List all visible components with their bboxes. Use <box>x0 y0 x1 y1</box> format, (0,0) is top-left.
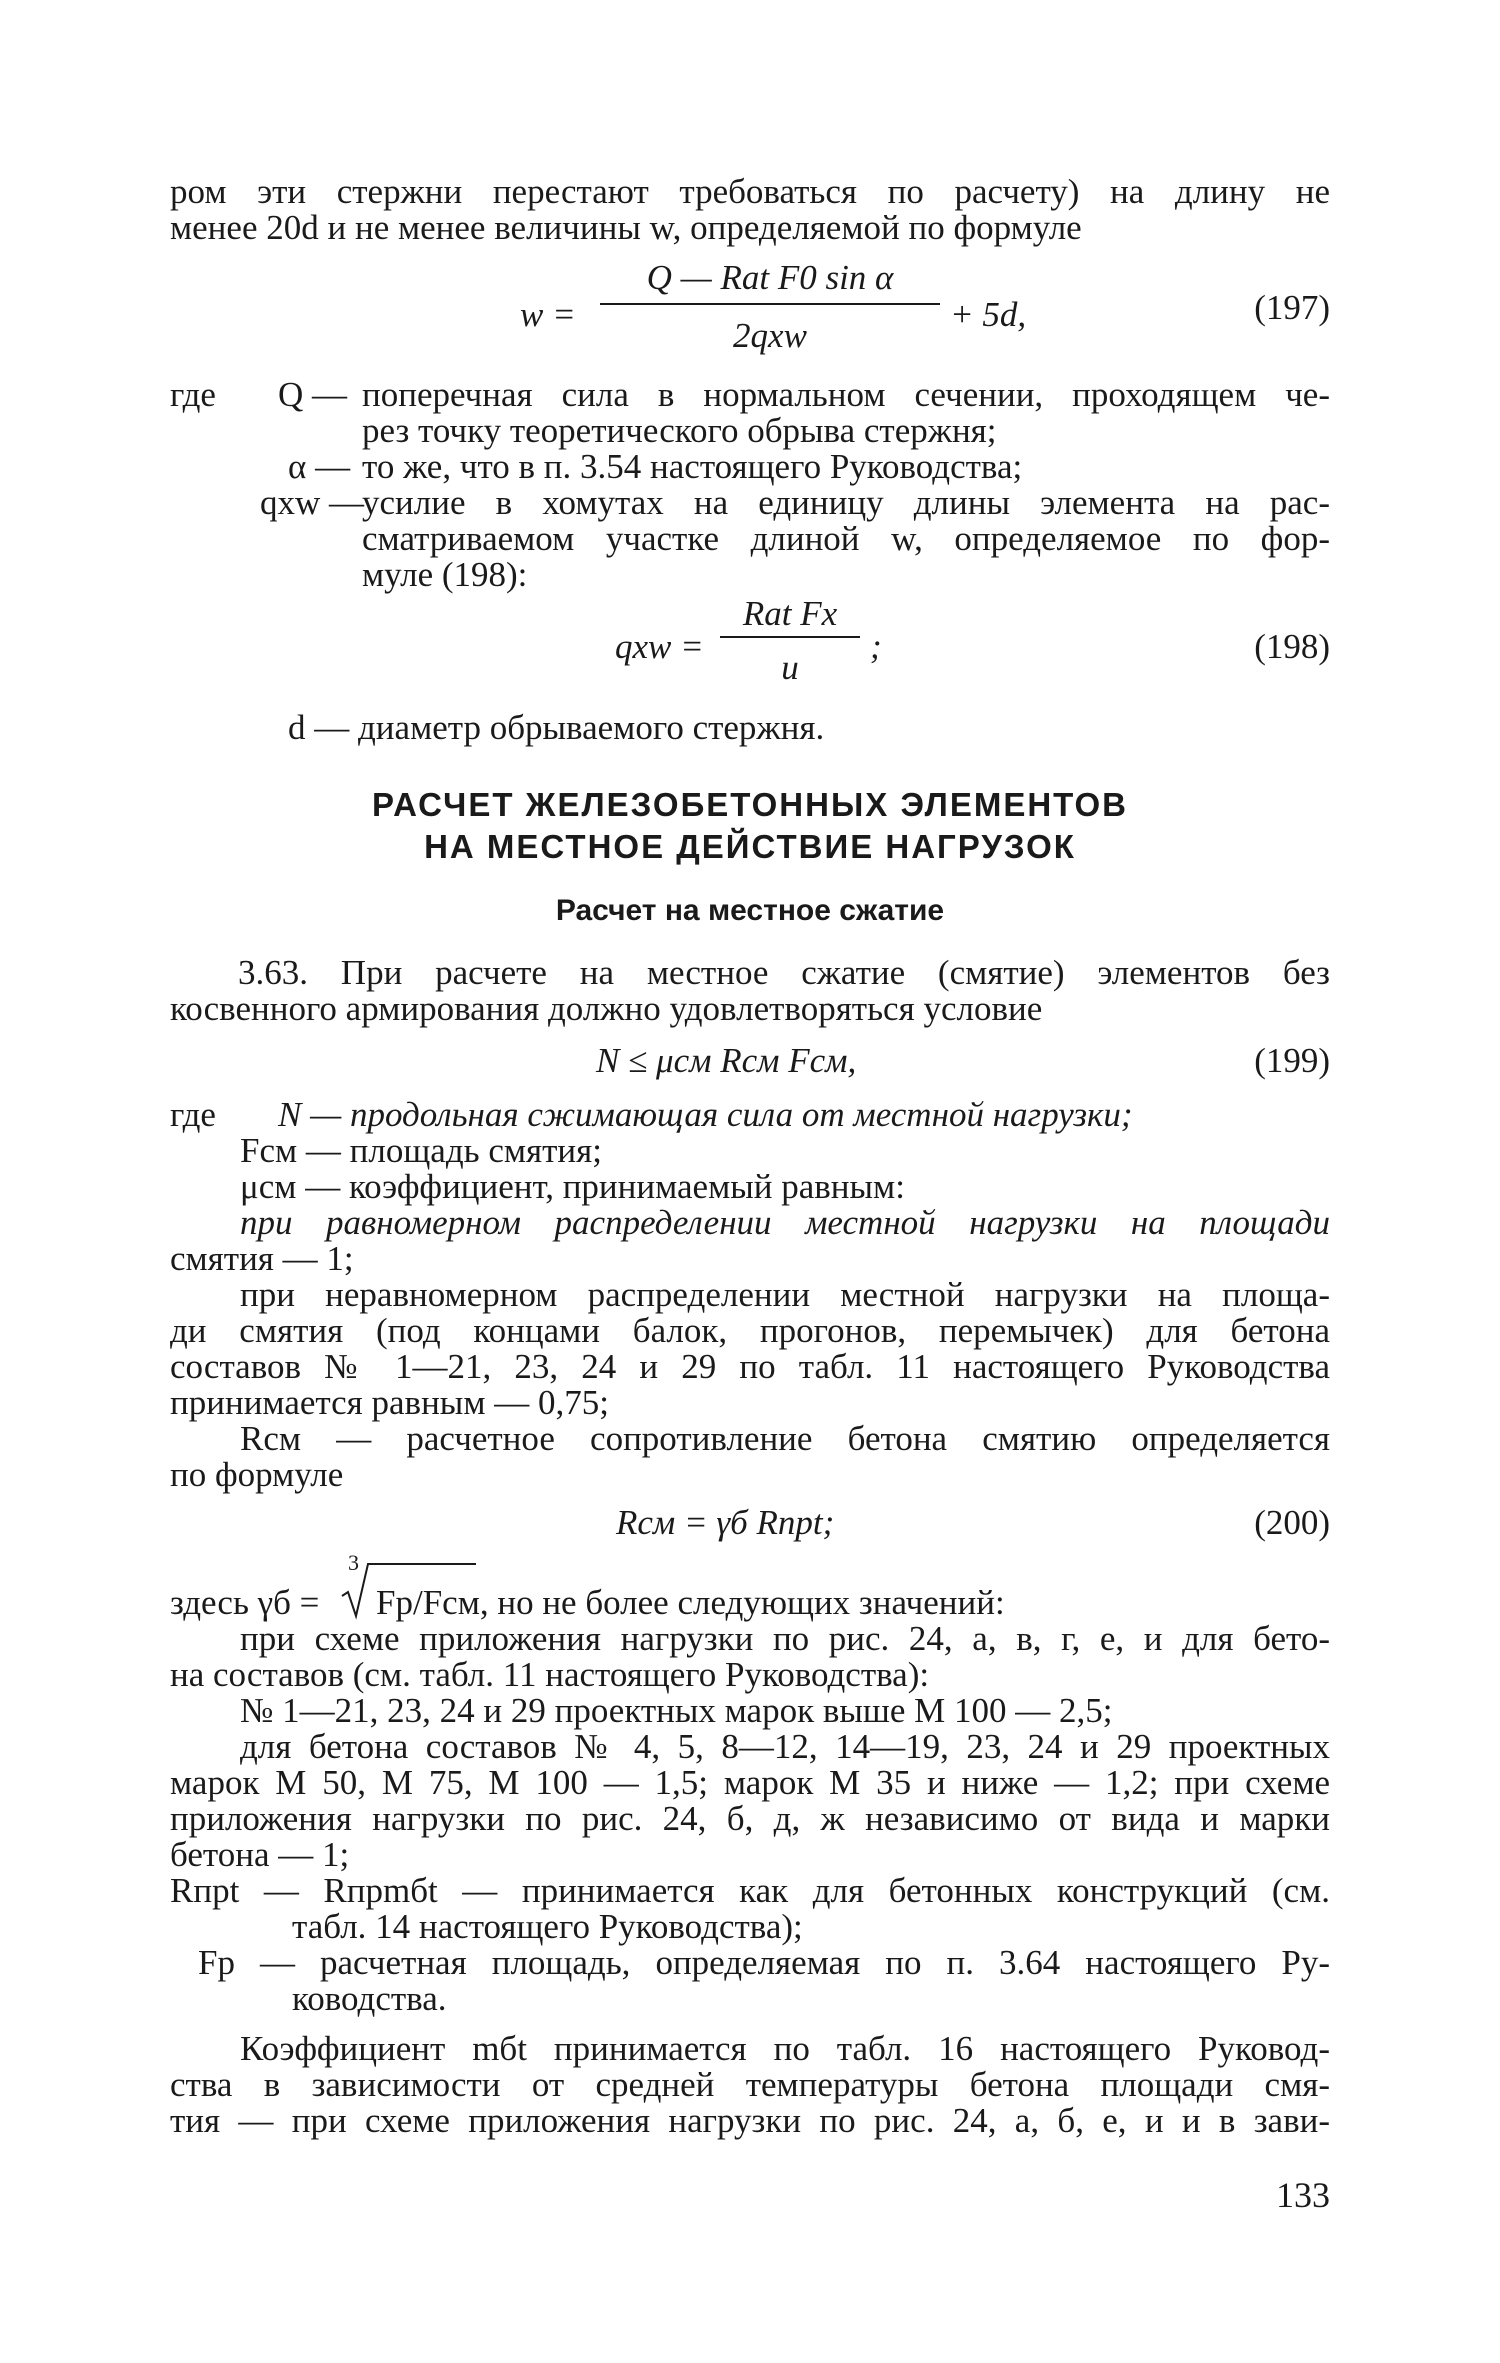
formula-197-lhs: w = <box>520 295 576 334</box>
def-mu-b-line-4: принимается равным — 0,75; <box>170 1383 609 1422</box>
gamma-line-2: при схеме приложения нагрузки по рис. 24, а, в, г, е, и для бето- <box>240 1619 1330 1658</box>
def-mu-b-line-2: ди смятия (под концами балок, прогонов, перемычек) для бетона <box>170 1311 1330 1350</box>
def-qxw-symbol: qxw — <box>260 483 365 522</box>
def-mu-b-line-3: составов № 1—21, 23, 24 и 29 по табл. 11 настоящего Руководства <box>170 1347 1330 1386</box>
section-subtitle: Расчет на местное сжатие <box>555 894 945 927</box>
section-title-line-1: РАСЧЕТ ЖЕЛЕЗОБЕТОННЫХ ЭЛЕМЕНТОВ <box>372 786 1128 823</box>
gamma-line-3: на составов (см. табл. 11 настоящего Руководства): <box>170 1655 930 1694</box>
def-mu-b-line-1: при неравномерном распределении местной нагрузки на площа- <box>240 1275 1330 1314</box>
where-label: где <box>170 375 216 414</box>
def-mu-line: μсм — коэффициент, принимаемый равным: <box>240 1167 905 1206</box>
def-q-symbol: Q — <box>278 375 348 414</box>
intro-line-2: менее 20d и не менее величины w, определяемой по формуле <box>170 208 1082 247</box>
fraction-bar <box>720 636 860 638</box>
def-mu-a-line-2: смятия — 1; <box>170 1239 354 1278</box>
where-label: где <box>170 1095 216 1134</box>
gamma-line-1-end: Fр/Fсм, но не более следующих значений: <box>376 1583 1005 1622</box>
fraction-bar <box>600 303 940 305</box>
formula-198-lhs: qxw = <box>615 627 704 666</box>
final-line-3: тия — при схеме приложения нагрузки по рис. 24, а, б, е, и и в зави- <box>170 2101 1330 2140</box>
section-title-line-2: НА МЕСТНОЕ ДЕЙСТВИЕ НАГРУЗОК <box>424 828 1076 865</box>
page-number: 133 <box>1276 2175 1330 2215</box>
formula-199: N ≤ μсм Rсм Fсм, <box>596 1041 857 1080</box>
def-fp-line-2: ководства. <box>292 1979 447 2018</box>
def-q-line-2: рез точку теоретического обрыва стержня; <box>362 411 997 450</box>
def-rcm-line-1: Rсм — расчетное сопротивление бетона смятию определяется <box>240 1419 1330 1458</box>
equation-number-199: (199) <box>1254 1041 1330 1080</box>
def-alpha-symbol: α — <box>288 447 351 486</box>
gamma-line-1-start: здесь γб = <box>170 1583 320 1622</box>
gamma-line-6: марок М 50, М 75, М 100 — 1,5; марок М 35 и ниже — 1,2; при схеме <box>170 1763 1330 1802</box>
final-line-1: Коэффициент mбt принимается по табл. 16 настоящего Руковод- <box>240 2029 1330 2068</box>
equation-number-200: (200) <box>1254 1503 1330 1542</box>
para-363-line-1: 3.63. При расчете на местное сжатие (смятие) элементов без <box>238 953 1330 992</box>
gamma-line-7: приложения нагрузки по рис. 24, б, д, ж независимо от вида и марки <box>170 1799 1330 1838</box>
def-alpha-line: то же, что в п. 3.54 настоящего Руководства; <box>362 447 1023 486</box>
para-363-line-2: косвенного армирования должно удовлетворяться условие <box>170 989 1043 1028</box>
def-rprt-line-1: Rпрt — Rпрmбt — принимается как для бетонных конструкций (см. <box>170 1871 1330 1910</box>
formula-197-numerator: Q — Rat F0 sin α <box>646 258 894 297</box>
def-q-line-1: поперечная сила в нормальном сечении, проходящем че- <box>362 375 1330 414</box>
intro-line-1: ром эти стержни перестают требоваться по расчету) на длину не <box>170 172 1330 211</box>
def-d-line: d — диаметр обрываемого стержня. <box>288 708 825 747</box>
final-line-2: ства в зависимости от средней температуры бетона площади смя- <box>170 2065 1330 2104</box>
formula-198-denominator: u <box>781 648 799 687</box>
def-rcm-line-2: по формуле <box>170 1455 344 1494</box>
def-qxw-line-2: сматриваемом участке длиной w, определяемое по фор- <box>362 519 1330 558</box>
root-index: 3 <box>348 1550 359 1575</box>
def-rprt-line-2: табл. 14 настоящего Руководства); <box>292 1907 803 1946</box>
def-fp-line-1: Fр — расчетная площадь, определяемая по п. 3.64 настоящего Ру- <box>198 1943 1330 1982</box>
def-n-line: N — продольная сжимающая сила от местной нагрузки; <box>278 1095 1133 1134</box>
gamma-line-8: бетона — 1; <box>170 1835 350 1874</box>
def-qxw-line-1: усилие в хомутах на единицу длины элемента на рас- <box>362 483 1330 522</box>
formula-198-numerator: Rat Fx <box>742 594 838 633</box>
gamma-line-5: для бетона составов № 4, 5, 8—12, 14—19, 23, 24 и 29 проектных <box>240 1727 1330 1766</box>
gamma-line-4: № 1—21, 23, 24 и 29 проектных марок выше М 100 — 2,5; <box>240 1691 1113 1730</box>
formula-198-tail: ; <box>870 627 882 666</box>
equation-number-197: (197) <box>1254 288 1330 327</box>
equation-number-198: (198) <box>1254 627 1330 666</box>
def-qxw-line-3: муле (198): <box>362 555 528 594</box>
formula-197-denominator: 2qxw <box>733 316 807 355</box>
formula-197-tail: + 5d, <box>950 295 1027 334</box>
formula-200: Rсм = γб Rпрt; <box>616 1503 835 1542</box>
def-mu-a-line-1: при равномерном распределении местной нагрузки на площади <box>240 1203 1330 1242</box>
def-fcm-line: Fсм — площадь смятия; <box>240 1131 602 1170</box>
